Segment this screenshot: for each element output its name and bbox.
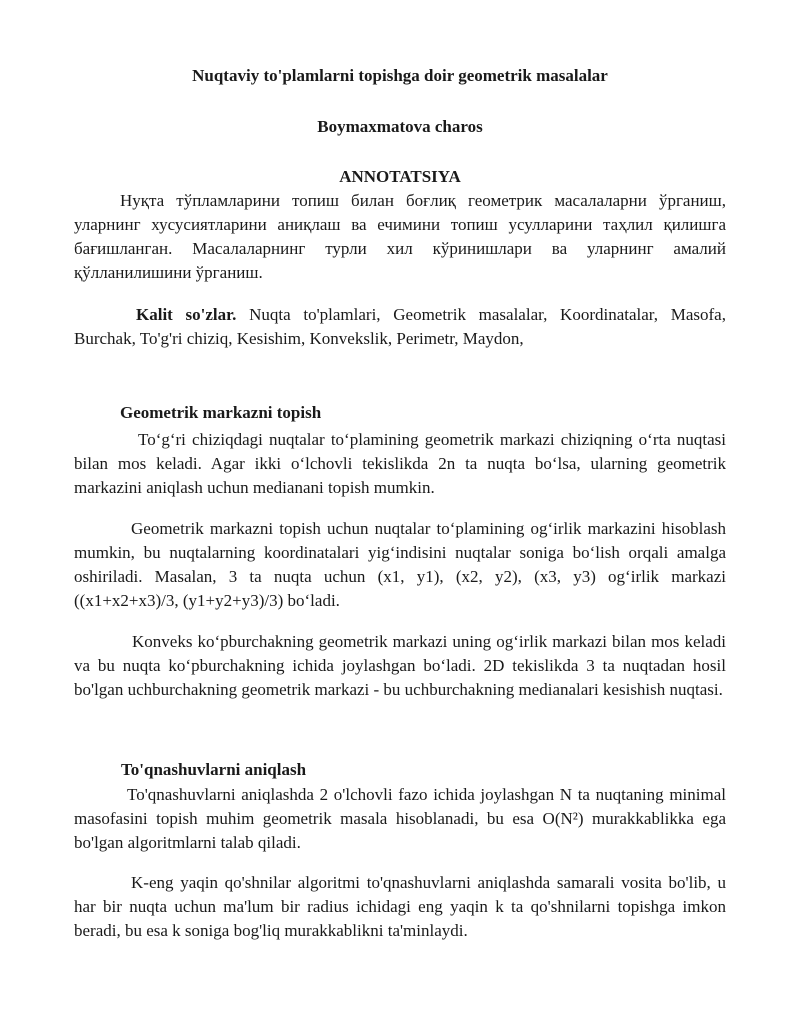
annotation-paragraph: Нуқта тўпламларини топиш билан боғлиқ геометрик масалаларни ўрганиш, уларнинг хусусиятларини аниқлаш ва ечимини топиш усулларини таҳлил қилишга бағишланган. Масалаларнинг турли хил кўринишлари ва уларнинг амалий қўлланилишини ўрганиш. <box>74 191 726 282</box>
section2-paragraph-1: To'qnashuvlarni aniqlashda 2 o'lchovli fazo ichida joylashgan N ta nuqtaning minimal masofasini topish muhim geometrik masala hisoblanadi, bu esa O(N²) murakkablikka ega bo'lgan algoritmlarni talab qiladi. <box>74 785 726 852</box>
section-heading-geometric-center: Geometrik markazni topish <box>120 403 322 422</box>
annotation-heading: ANNOTATSIYA <box>339 167 461 186</box>
section1-paragraph-1: To‘g‘ri chiziqdagi nuqtalar to‘plamining geometrik markazi chiziqning o‘rta nuqtasi bilan mos keladi. Agar ikki o‘lchovli tekislikda 2n ta nuqta bo‘lsa, ularning geometrik markazini aniqlash uchun medianani topish mumkin. <box>74 430 726 497</box>
section1-paragraph-3: Konveks ko‘pburchakning geometrik markazi uning og‘irlik markazi bilan mos keladi va bu nuqta ko‘pburchakning ichida joylashgan bo‘ladi. 2D tekislikda 3 ta nuqtadan hosil bo'lgan uchburchakning geometrik markazi - bu uchburchakning medianalari kesishish nuqtasi. <box>74 632 726 699</box>
section1-paragraph-2: Geometrik markazni topish uchun nuqtalar to‘plamining og‘irlik markazini hisoblash mumkin, bu nuqtalarning koordinatalari yig‘indisini nuqtalar soniga bo‘lish orqali amalga oshiriladi. Masalan, 3 ta nuqta uchun (x1, y1), (x2, y2), (x3, y3) og‘irlik markazi ((x1+x2+x3)/3, (y1+y2+y3)/3) bo‘ladi. <box>74 519 726 610</box>
section2-paragraph-2: K-eng yaqin qo'shnilar algoritmi to'qnashuvlarni aniqlashda samarali vosita bo'lib, u har bir nuqta uchun ma'lum bir radius ichidagi eng yaqin k ta qo'shnilarni topishga imkon beradi, bu esa k soniga bog'liq murakkablikni ta'minlaydi. <box>74 873 726 940</box>
section-heading-collisions: To'qnashuvlarni aniqlash <box>121 760 307 779</box>
author-name: Boymaxmatova charos <box>317 117 483 136</box>
keywords-text: Nuqta to'plamlari, Geometrik masalalar, Koordinatalar, Masofa, Burchak, To'g'ri chiziq, Kesishim, Konvekslik, Perimetr, Maydon, <box>74 305 726 348</box>
keywords-paragraph <box>74 303 726 351</box>
keywords-label: Kalit so'zlar. <box>136 305 237 324</box>
document-title: Nuqtaviy to'plamlarni topishga doir geometrik masalalar <box>192 66 608 85</box>
